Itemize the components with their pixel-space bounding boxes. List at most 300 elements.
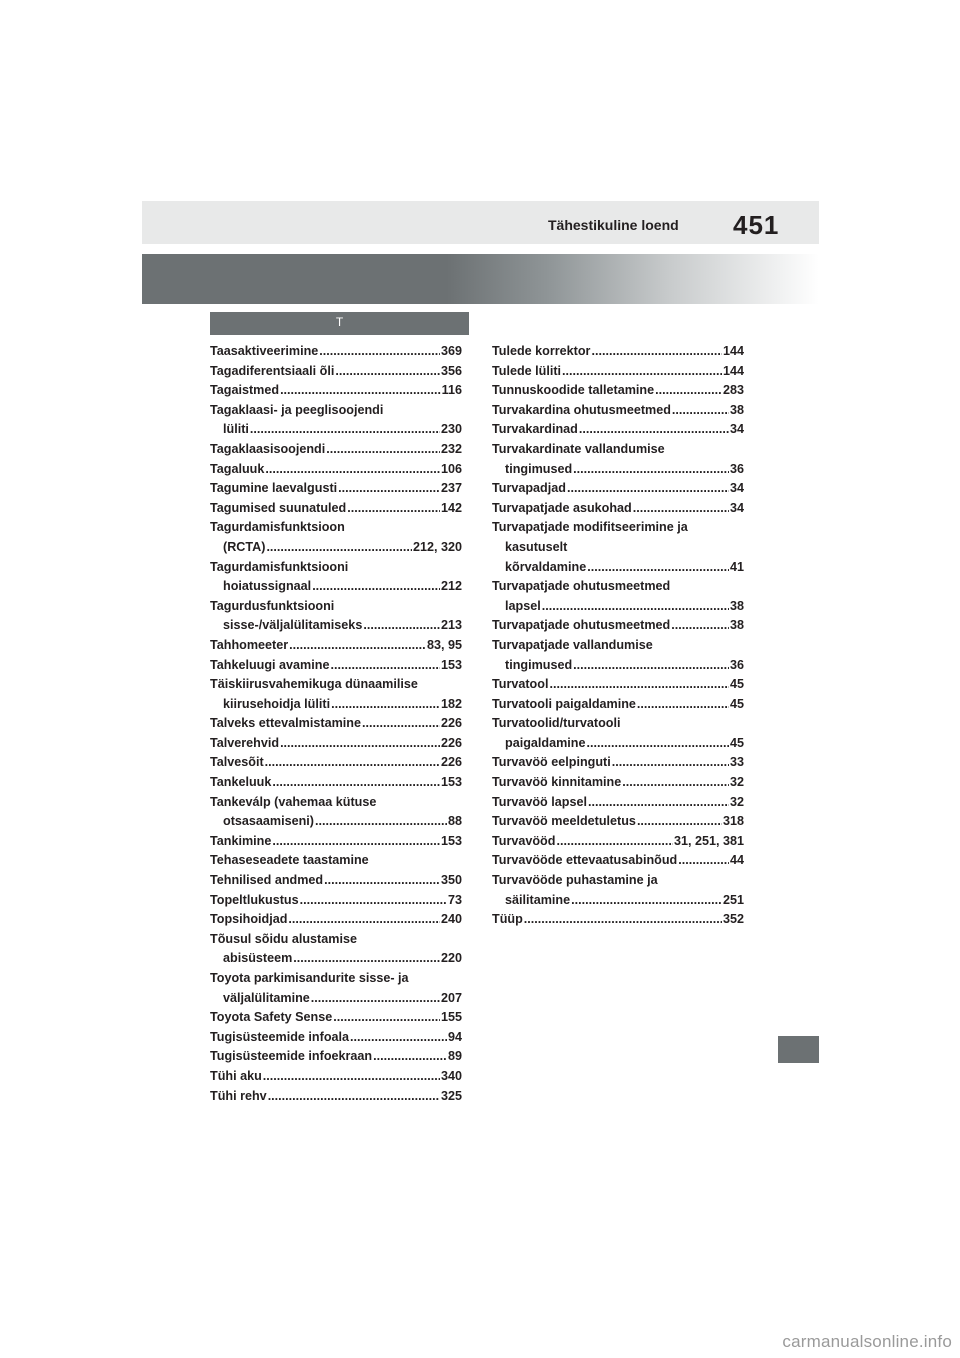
leader-dots: [324, 871, 440, 891]
index-entry-line: [210, 362, 462, 382]
index-entry-line: [492, 558, 744, 578]
index-entry-line: [210, 616, 462, 636]
index-entry-line: [210, 675, 462, 695]
leader-dots: [672, 401, 729, 421]
index-entry: [492, 753, 744, 773]
index-entry-line: [492, 753, 744, 773]
index-entry-term: väljalülitamine: [223, 990, 310, 1005]
index-entry-term: Turvapatjade modifitseerimine ja: [492, 520, 688, 535]
index-entry-line: [492, 734, 744, 754]
index-entry-line: [210, 714, 462, 734]
index-entry-line: [210, 1008, 462, 1028]
index-entry-line: [210, 440, 462, 460]
index-entry-term: Tahkeluugi avamine: [210, 657, 330, 672]
index-entry-line: [210, 420, 462, 440]
index-entry-page: 144: [722, 363, 744, 378]
index-entry: [492, 518, 744, 577]
index-entry: [492, 577, 744, 616]
index-entry: [492, 714, 744, 753]
index-entry-term: Taasaktiveerimine: [210, 344, 319, 358]
index-entry: [492, 871, 744, 910]
index-entry-page: 350: [440, 873, 462, 888]
index-entry-line: [492, 597, 744, 617]
index-entry: [210, 656, 462, 676]
index-entry: [492, 342, 744, 362]
index-entry-page: 36: [729, 461, 744, 476]
index-entry-line: [492, 538, 744, 558]
index-entry-page: 153: [440, 833, 462, 848]
index-entry-line: [492, 773, 744, 793]
index-entry: [492, 420, 744, 440]
index-entry: [210, 1047, 462, 1067]
index-entry-term: Turvavööde ettevaatusabinõud: [492, 853, 678, 868]
index-column-left: [210, 342, 462, 1106]
index-entry-page: 33: [729, 755, 744, 770]
index-entry: [492, 440, 744, 479]
index-entry-term: Talvesõit: [210, 755, 264, 770]
index-entry-page: 352: [722, 912, 744, 927]
index-entry-page: 38: [729, 402, 744, 417]
index-entry: [492, 479, 744, 499]
index-entry-page: 212: [440, 579, 462, 594]
index-entry-term: Tankeválp (vahemaa kütuse: [210, 794, 377, 809]
leader-dots: [556, 832, 673, 852]
index-entry-term: Tankeluuk: [210, 775, 272, 790]
index-entry: [210, 1008, 462, 1028]
leader-dots: [289, 636, 426, 656]
index-entry-line: [210, 753, 462, 773]
index-entry-page: 226: [440, 755, 462, 770]
index-entry-term: kõrvaldamine: [505, 559, 587, 574]
index-entry: [210, 1087, 462, 1107]
index-entry-page: 36: [729, 657, 744, 672]
index-entry-line: [492, 342, 744, 362]
leader-dots: [265, 753, 440, 773]
index-entry-line: [210, 656, 462, 676]
leader-dots: [326, 440, 440, 460]
leader-dots: [280, 734, 440, 754]
index-entry-term: kiirusehoidja lüliti: [223, 696, 331, 711]
index-entry: [210, 714, 462, 734]
index-entry-line: [210, 499, 462, 519]
index-entry: [210, 342, 462, 362]
leader-dots: [311, 989, 440, 1009]
index-entry-line: [210, 930, 462, 950]
leader-dots: [363, 616, 440, 636]
index-entry-term: Toyota parkimisandurite sisse- ja: [210, 971, 409, 985]
leader-dots: [637, 812, 722, 832]
index-entry-term: Turvavöö kinnitamine: [492, 775, 622, 790]
leader-dots: [319, 342, 440, 362]
index-entry-page: 212, 320: [412, 539, 462, 554]
leader-dots: [272, 832, 440, 852]
index-entry-line: [492, 675, 744, 695]
index-entry-term: Tühi aku: [210, 1068, 262, 1083]
leader-dots: [265, 460, 440, 480]
index-entry-line: [210, 558, 462, 578]
index-entry-term: Turvavöö lapsel: [492, 794, 587, 809]
index-entry-term: Tahhomeeter: [210, 637, 289, 652]
index-entry-line: [492, 891, 744, 911]
index-entry-page: 356: [440, 363, 462, 378]
index-entry-term: Tugisüsteemide infoekraan: [210, 1049, 373, 1064]
index-entry-page: 45: [729, 735, 744, 750]
index-entry-page: 32: [729, 775, 744, 790]
leader-dots: [579, 420, 729, 440]
index-entry-term: Turvapatjade ohutusmeetmed: [492, 579, 671, 594]
leader-dots: [335, 362, 440, 382]
section-title: Tähestikuline loend: [548, 217, 679, 233]
index-entry-term: Turvapatjade ohutusmeetmed: [492, 618, 671, 633]
index-entry-line: [492, 440, 744, 460]
index-entry-term: Tagaklaasi- ja peeglisoojendi: [210, 402, 384, 417]
index-entry-term: Turvavööde puhastamine ja: [492, 873, 658, 888]
index-entry-term: Turvapatjade vallandumise: [492, 637, 653, 652]
index-entry-line: [210, 812, 462, 832]
leader-dots: [678, 851, 729, 871]
index-entry: [492, 636, 744, 675]
leader-dots: [524, 910, 722, 930]
index-entry: [210, 479, 462, 499]
leader-dots: [268, 1087, 440, 1107]
index-entry-line: [492, 420, 744, 440]
index-entry-term: Tühi rehv: [210, 1088, 267, 1103]
index-entry-page: 88: [447, 814, 462, 829]
index-entry: [492, 675, 744, 695]
index-entry-term: Tagaklaasisoojendi: [210, 441, 326, 456]
index-entry-line: [492, 362, 744, 382]
index-entry-page: 220: [440, 951, 462, 966]
leader-dots: [333, 1008, 440, 1028]
leader-dots: [542, 597, 729, 617]
index-entry-page: 153: [440, 775, 462, 790]
index-entry-page: 41: [729, 559, 744, 574]
index-entry-page: 232: [440, 441, 462, 456]
leader-dots: [272, 773, 440, 793]
leader-dots: [330, 656, 440, 676]
index-entry-line: [210, 949, 462, 969]
index-entry-term: Turvapatjade asukohad: [492, 500, 632, 515]
index-entry-line: [210, 1047, 462, 1067]
index-entry-term: Turvatool: [492, 677, 549, 692]
index-entry-term: säilitamine: [505, 892, 571, 907]
index-entry-term: Topsihoidjad: [210, 912, 288, 927]
index-entry: [492, 793, 744, 813]
index-entry: [210, 871, 462, 891]
index-entry-page: 32: [729, 794, 744, 809]
index-entry-line: [492, 812, 744, 832]
index-entry-line: [492, 793, 744, 813]
leader-dots: [573, 656, 729, 676]
index-entry: [492, 851, 744, 871]
index-entry: [210, 558, 462, 597]
index-entry-term: tingimused: [505, 657, 573, 672]
index-entry-line: [492, 499, 744, 519]
leader-dots: [567, 479, 729, 499]
index-entry-line: [492, 832, 744, 852]
leader-dots: [362, 714, 440, 734]
index-entry-term: Tüüp: [492, 912, 523, 927]
index-entry-line: [492, 577, 744, 597]
index-entry-term: Tagurdamisfunktsioon: [210, 520, 345, 535]
index-entry: [210, 362, 462, 382]
index-entry-term: Turvakardinate vallandumise: [492, 441, 665, 456]
index-entry: [210, 891, 462, 911]
index-entry-term: otsasaamiseni): [223, 814, 314, 829]
index-entry-term: paigaldamine: [505, 735, 586, 750]
index-entry-page: 38: [729, 598, 744, 613]
index-entry-term: Tunnuskoodide talletamine: [492, 383, 655, 398]
leader-dots: [562, 362, 722, 382]
index-entry-term: Tagaluuk: [210, 461, 265, 476]
index-entry-line: [492, 616, 744, 636]
leader-dots: [250, 420, 440, 440]
index-entry-page: 207: [440, 990, 462, 1005]
index-entry: [210, 851, 462, 871]
header-band: [142, 201, 819, 244]
index-entry-line: [492, 381, 744, 401]
index-entry-line: [210, 969, 462, 989]
index-entry-term: Turvakardinad: [492, 422, 578, 437]
index-entry-page: 226: [440, 735, 462, 750]
index-entry-term: kasutuselt: [505, 539, 568, 554]
index-entry-page: 106: [440, 461, 462, 476]
index-entry-line: [210, 636, 462, 656]
index-entry-page: 226: [440, 716, 462, 731]
index-entry-page: 83, 95: [426, 637, 462, 652]
index-entry-line: [210, 1087, 462, 1107]
index-entry-line: [210, 891, 462, 911]
index-entry-term: Turvavöö eelpinguti: [492, 755, 611, 770]
index-entry: [210, 969, 462, 1008]
index-entry-line: [492, 401, 744, 421]
index-entry-term: Toyota Safety Sense: [210, 1010, 333, 1025]
index-entry: [492, 401, 744, 421]
index-entry-page: 325: [440, 1088, 462, 1103]
index-entry-term: tingimused: [505, 461, 573, 476]
index-entry: [492, 812, 744, 832]
index-entry-page: 44: [729, 853, 744, 868]
leader-dots: [347, 499, 440, 519]
index-entry-line: [210, 773, 462, 793]
index-entry-page: 237: [440, 481, 462, 496]
leader-dots: [266, 538, 412, 558]
leader-dots: [571, 891, 722, 911]
index-entry-page: 153: [440, 657, 462, 672]
index-entry-line: [210, 832, 462, 852]
leader-dots: [373, 1047, 447, 1067]
leader-dots: [312, 577, 440, 597]
index-entry-page: 73: [447, 892, 462, 907]
index-entry-term: Turvapadjad: [492, 481, 566, 496]
index-entry: [210, 499, 462, 519]
index-entry-page: 45: [729, 696, 744, 711]
index-entry-page: 34: [729, 481, 744, 496]
index-entry-term: Tagaistmed: [210, 383, 280, 398]
index-entry: [210, 636, 462, 656]
index-entry-line: [492, 851, 744, 871]
index-entry-page: 34: [729, 422, 744, 437]
index-entry: [210, 381, 462, 401]
index-entry-line: [210, 793, 462, 813]
index-entry-term: Tankimine: [210, 833, 272, 848]
index-entry: [210, 675, 462, 714]
index-entry-line: [210, 479, 462, 499]
index-entry-term: Tagurdamisfunktsiooni: [210, 559, 349, 574]
thumb-index-tab: [778, 1036, 819, 1063]
leader-dots: [588, 793, 729, 813]
index-entry-term: Turvavöö meeldetuletus: [492, 814, 636, 829]
index-entry: [210, 1028, 462, 1048]
index-entry-page: 142: [440, 500, 462, 515]
index-entry: [210, 1067, 462, 1087]
leader-dots: [288, 910, 440, 930]
index-entry-term: Tagumine laevalgusti: [210, 481, 338, 496]
index-entry-term: Tehnilised andmed: [210, 873, 324, 888]
index-entry-term: Tõusul sõidu alustamise: [210, 931, 357, 946]
index-entry: [210, 793, 462, 832]
index-entry: [210, 753, 462, 773]
index-entry: [210, 832, 462, 852]
index-entry-term: Tulede lüliti: [492, 363, 562, 378]
index-entry-line: [210, 910, 462, 930]
leader-dots: [338, 479, 440, 499]
index-letter-heading: T: [210, 312, 469, 335]
index-entry: [210, 930, 462, 969]
index-entry-line: [210, 695, 462, 715]
leader-dots: [591, 342, 722, 362]
index-entry-page: 155: [440, 1010, 462, 1025]
index-entry-term: Tehaseseadete taastamine: [210, 853, 369, 868]
index-entry: [492, 499, 744, 519]
index-entry: [210, 910, 462, 930]
index-entry-line: [210, 989, 462, 1009]
index-entry-page: 144: [722, 344, 744, 358]
index-entry-line: [210, 597, 462, 617]
leader-dots: [637, 695, 729, 715]
index-entry-line: [210, 538, 462, 558]
index-entry-page: 34: [729, 500, 744, 515]
leader-dots: [263, 1067, 440, 1087]
leader-dots: [280, 381, 441, 401]
index-entry-page: 89: [447, 1049, 462, 1064]
index-entry: [210, 773, 462, 793]
index-entry-term: Turvavööd: [492, 833, 556, 848]
leader-dots: [655, 381, 722, 401]
index-entry: [210, 401, 462, 440]
index-entry: [492, 832, 744, 852]
index-entry: [492, 773, 744, 793]
index-entry-line: [210, 871, 462, 891]
index-entry-line: [492, 518, 744, 538]
index-entry-term: Topeltlukustus: [210, 892, 299, 907]
index-entry-page: 213: [440, 618, 462, 633]
index-entry-term: Täiskiirusvahemikuga dünaamilise: [210, 677, 418, 692]
index-entry-line: [210, 460, 462, 480]
index-column-right: [492, 342, 744, 930]
index-entry-term: abisüsteem: [223, 951, 293, 966]
watermark: carmanualsonline.info: [782, 1332, 952, 1351]
index-entry-term: Tugisüsteemide infoala: [210, 1029, 350, 1044]
index-entry: [492, 616, 744, 636]
index-entry-page: 94: [447, 1029, 462, 1044]
index-entry-term: Tulede korrektor: [492, 344, 591, 358]
index-entry-term: sisse-/väljalülitamiseks: [223, 618, 363, 633]
leader-dots: [633, 499, 729, 519]
leader-dots: [587, 558, 729, 578]
index-entry-line: [210, 734, 462, 754]
index-entry: [210, 460, 462, 480]
leader-dots: [622, 773, 729, 793]
index-entry: [492, 381, 744, 401]
index-entry-page: 340: [440, 1068, 462, 1083]
decorative-gradient-band: [142, 254, 819, 304]
leader-dots: [350, 1028, 447, 1048]
index-entry-line: [210, 518, 462, 538]
leader-dots: [586, 734, 729, 754]
page-number: 451: [733, 210, 780, 240]
index-entry: [492, 910, 744, 930]
index-entry-term: Talveks ettevalmistamine: [210, 716, 361, 731]
leader-dots: [549, 675, 729, 695]
index-entry-page: 116: [441, 383, 462, 398]
index-entry: [492, 362, 744, 382]
index-entry-line: [210, 851, 462, 871]
index-entry-page: 251: [722, 892, 744, 907]
index-entry-line: [210, 401, 462, 421]
index-entry: [492, 695, 744, 715]
index-entry-page: 283: [722, 383, 744, 398]
index-entry-page: 369: [440, 344, 462, 358]
index-entry-term: Turvakardina ohutusmeetmed: [492, 402, 671, 417]
index-entry-line: [492, 636, 744, 656]
index-entry: [210, 440, 462, 460]
index-entry-page: 230: [440, 422, 462, 437]
leader-dots: [331, 695, 440, 715]
index-entry-line: [492, 460, 744, 480]
leader-dots: [573, 460, 729, 480]
leader-dots: [315, 812, 447, 832]
index-entry-term: Tagumised suunatuled: [210, 500, 347, 515]
index-entry: [210, 734, 462, 754]
leader-dots: [612, 753, 729, 773]
index-entry-line: [210, 1028, 462, 1048]
index-entry-line: [492, 910, 744, 930]
index-entry-line: [210, 1067, 462, 1087]
leader-dots: [293, 949, 440, 969]
index-entry-page: 45: [729, 677, 744, 692]
index-entry-page: 182: [440, 696, 462, 711]
index-entry-line: [210, 381, 462, 401]
index-entry: [210, 518, 462, 557]
index-entry-term: Turvatooli paigaldamine: [492, 696, 636, 711]
index-entry-page: 318: [722, 814, 744, 829]
index-entry-term: lüliti: [223, 422, 249, 437]
index-entry-page: 31, 251, 381: [673, 833, 744, 848]
index-entry-term: Tagurdusfunktsiooni: [210, 598, 335, 613]
index-entry-page: 38: [729, 618, 744, 633]
index-entry-line: [492, 695, 744, 715]
index-entry-line: [210, 342, 462, 362]
index-entry-line: [492, 656, 744, 676]
index-entry-term: lapsel: [505, 598, 541, 613]
index-entry-line: [210, 577, 462, 597]
index-entry-page: 240: [440, 912, 462, 927]
index-entry-term: Talverehvid: [210, 735, 280, 750]
index-entry-term: Turvatoolid/turvatooli: [492, 716, 621, 731]
index-entry-term: hoiatussignaal: [223, 579, 312, 594]
leader-dots: [300, 891, 447, 911]
